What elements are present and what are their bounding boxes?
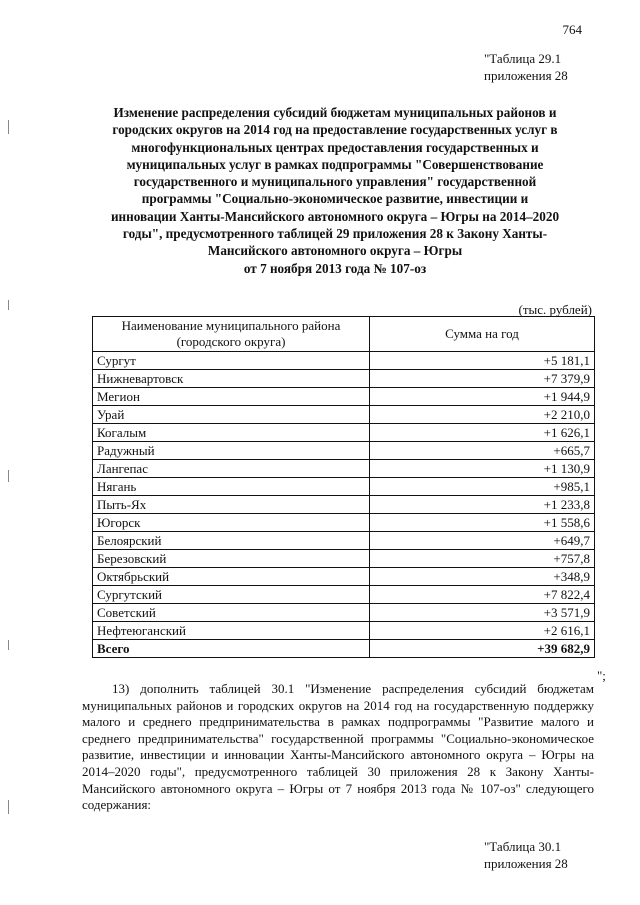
amount-value: +5 181,1 [370, 352, 595, 370]
closing-quote: "; [597, 668, 606, 683]
municipality-name: Лангепас [93, 460, 370, 478]
municipality-name: Когалым [93, 424, 370, 442]
amount-value: +2 616,1 [370, 622, 595, 640]
municipality-name: Радужный [93, 442, 370, 460]
municipality-name: Югорск [93, 514, 370, 532]
title-line: годы", предусмотренного таблицей 29 приложения 28 к Закону Ханты- [122, 226, 548, 242]
column-header-line: Наименование муниципального района [121, 318, 341, 333]
title-line: инновации Ханты-Мансийского автономного округа – Югры на 2014–2020 [110, 208, 560, 224]
table-row [93, 496, 595, 514]
amount-value: +2 210,0 [370, 406, 595, 424]
appendix-ref-line: приложения 28 [484, 856, 568, 871]
column-header-name [93, 317, 370, 352]
amount-value: +1 558,6 [370, 514, 595, 532]
total-label: Всего [93, 640, 370, 658]
amount-value: +3 571,9 [370, 604, 595, 622]
title-line: муниципальных услуг в рамках подпрограммы "Совершенствование [126, 156, 544, 172]
table-row [93, 604, 595, 622]
amount-value: +757,8 [370, 550, 595, 568]
paragraph-text: 13) дополнить таблицей 30.1 "Изменение распределения субсидий бюджетам муниципальных районов и городских округов на 2014 год на государственную поддержку малого и среднего предпринимательства в рамках подпрограммы "Развитие малого и среднего предпринимательства" государственной программы "Социально-экономическое развитие, инвестиции и инновации Ханты-Мансийского автономного округа – Югры на 2014–2020 годы", предусмотренного таблицей 30 приложения 28 к Закону Ханты-Мансийского автономного округа – Югры от 7 ноября 2013 года № 107-оз" следующего содержания: [82, 681, 594, 813]
table-row [93, 478, 595, 496]
municipality-name: Нягань [93, 478, 370, 496]
title-line: Мансийского автономного округа – Югры [207, 243, 463, 259]
amount-value: +7 822,4 [370, 586, 595, 604]
subsidy-table [92, 316, 595, 658]
table-row [93, 622, 595, 640]
table-row [93, 532, 595, 550]
table-row [93, 406, 595, 424]
units-label: (тыс. рублей) [518, 302, 592, 317]
table-row [93, 370, 595, 388]
table-row [93, 424, 595, 442]
municipality-name: Березовский [93, 550, 370, 568]
appendix-ref-line: "Таблица 29.1 [484, 51, 562, 66]
appendix-reference [484, 50, 568, 84]
municipality-name: Нефтеюганский [93, 622, 370, 640]
title-line: от 7 ноября 2013 года № 107-оз [243, 260, 427, 276]
table-row [93, 442, 595, 460]
column-header-sum: Сумма на год [370, 317, 595, 352]
table-row [93, 460, 595, 478]
title-line: государственного и муниципального управления" государственной [133, 174, 537, 190]
binding-margin-marks [8, 0, 10, 905]
table-row [93, 514, 595, 532]
municipality-name: Сургут [93, 352, 370, 370]
amount-value: +649,7 [370, 532, 595, 550]
municipality-name: Мегион [93, 388, 370, 406]
municipality-name: Пыть-Ях [93, 496, 370, 514]
appendix-ref-line: "Таблица 30.1 [484, 839, 562, 854]
table-header-row [93, 317, 595, 352]
table-row [93, 550, 595, 568]
title-line: Изменение распределения субсидий бюджетам муниципальных районов и [113, 105, 557, 120]
amount-value: +1 944,9 [370, 388, 595, 406]
title-line: городских округов на 2014 год на предоставление государственных услуг в [112, 122, 558, 138]
appendix-ref-line: приложения 28 [484, 68, 568, 83]
table-row [93, 568, 595, 586]
table-row [93, 388, 595, 406]
amount-value: +348,9 [370, 568, 595, 586]
amount-value: +1 233,8 [370, 496, 595, 514]
table-row [93, 586, 595, 604]
amount-value: +1 626,1 [370, 424, 595, 442]
amount-value: +985,1 [370, 478, 595, 496]
municipality-name: Советский [93, 604, 370, 622]
next-table-reference [484, 838, 568, 872]
total-value: +39 682,9 [370, 640, 595, 658]
page-number: 764 [562, 22, 582, 37]
municipality-name: Нижневартовск [93, 370, 370, 388]
table-row [93, 352, 595, 370]
title-line: многофункциональных центрах предоставления государственных и [131, 139, 539, 155]
column-header-line: (городского округа) [176, 334, 286, 349]
amount-value: +665,7 [370, 442, 595, 460]
title-line: программы "Социально-экономическое развитие, инвестиции и [141, 191, 529, 207]
total-row [93, 640, 595, 658]
municipality-name: Урай [93, 406, 370, 424]
municipality-name: Сургутский [93, 586, 370, 604]
municipality-name: Октябрьский [93, 568, 370, 586]
municipality-name: Белоярский [93, 532, 370, 550]
amount-value: +1 130,9 [370, 460, 595, 478]
amount-value: +7 379,9 [370, 370, 595, 388]
document-title [78, 104, 592, 277]
amendment-paragraph [82, 681, 594, 814]
